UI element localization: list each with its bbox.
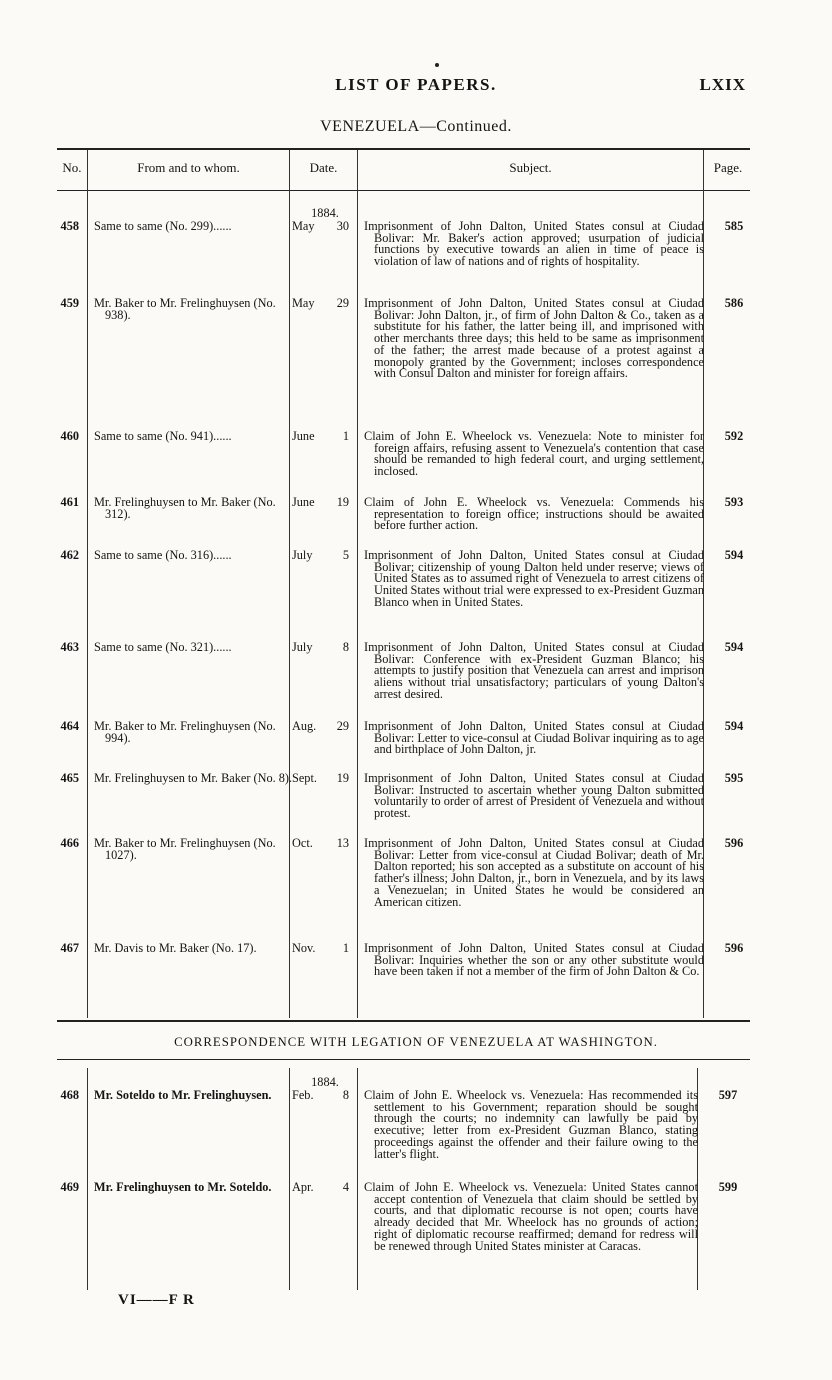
col-header-subject: Subject. [509,160,552,175]
row-no: 465 [60,771,79,785]
row-year: 1884. [311,206,339,220]
row-no: 469 [60,1180,79,1194]
row-day: 13 [336,836,349,850]
row-day: 29 [336,296,349,310]
row-day: 19 [336,771,349,785]
row-day: 5 [342,548,349,562]
row-from: Mr. Frelinghuysen to Mr. Baker (No. 312). [94,495,276,521]
row-month: Aug. [292,719,317,733]
correspondence-title: CORRESPONDENCE WITH LEGATION OF VENEZUELA AT WASHINGTON. [174,1035,658,1049]
row-day: 1 [342,941,349,955]
row-page: 599 [718,1180,738,1194]
row-from: Same to same (No. 316)...... [94,548,232,562]
row-month: July [292,640,313,654]
row-day: 29 [336,719,349,733]
col-divider [87,1068,88,1290]
row-no: 462 [60,548,79,562]
row-from: Same to same (No. 321)...... [94,640,232,654]
row-from: Mr. Soteldo to Mr. Frelinghuysen. [94,1088,272,1102]
row-no: 467 [60,941,79,955]
row-month: Oct. [292,836,313,850]
row-from: Mr. Baker to Mr. Frelinghuysen (No. 994). [94,719,276,745]
row-from: Mr. Baker to Mr. Frelinghuysen (No. 1027). [94,836,276,862]
row-subject: Imprisonment of John Dalton, United States consul at Ciudad Bolivar: Letter to vice-consul at Ciudad Bolivar inquiring as to age and birthplace of John Dalton, jr. [364,719,704,757]
row-no: 463 [60,640,79,654]
header-bottom-rule [57,190,750,191]
col-divider [357,1068,358,1290]
row-from: Mr. Davis to Mr. Baker (No. 17). [94,941,257,955]
row-subject: Claim of John E. Wheelock vs. Venezuela: Has recommended its settlement to his Government; reparation should be sought through the courts; no indemnity can lawfully be paid by executive; letter from ex-President Guzman Blanco, stating proceedings against the offender and their failure owing to the latter's flight. [364,1088,698,1161]
row-no: 458 [60,219,79,233]
row-month: Nov. [292,941,316,955]
printer-mark [435,63,439,67]
row-from: Mr. Frelinghuysen to Mr. Soteldo. [94,1180,272,1194]
row-month: Apr. [292,1180,314,1194]
col-divider [289,150,290,1018]
row-subject: Imprisonment of John Dalton, United States consul at Ciudad Bolivar: Letter from vice-consul at Ciudad Bolivar; death of Mr. Dalton reported; his son accepted as a substitute on account of his father's illness; John Dalton, jr., born in Venezuela, and by its laws a Venezuelan; in United States he would be considered an American citizen. [364,836,704,909]
row-subject: Claim of John E. Wheelock vs. Venezuela: Note to minister for foreign affairs, refusing assent to Venezuela's contention that case should be remanded to high federal court, and urging settlement, inclosed. [364,429,704,479]
row-day: 1 [342,429,349,443]
col-divider [357,150,358,1018]
row-subject: Imprisonment of John Dalton, United States consul at Ciudad Bolivar: Conference with ex-President Guzman Blanco; his attempts to justify position that Venezuela can arrest and imprison aliens without trial unsatisfactory; particulars of young Dalton's arrest desired. [364,640,704,701]
row-day: 19 [336,495,349,509]
row-subject: Claim of John E. Wheelock vs. Venezuela: Commends his representation to foreign office; instructions should be awaited before further action. [364,495,704,533]
col-header-from: From and to whom. [137,160,240,175]
row-month: June [292,429,315,443]
row-month: July [292,548,313,562]
row-month: May [292,219,315,233]
col-header-no: No. [62,160,82,175]
row-year: 1884. [311,1075,339,1089]
row-no: 460 [60,429,79,443]
row-subject: Imprisonment of John Dalton, United States consul at Ciudad Bolivar; citizenship of young Dalton held under reserve; views of United States as to assumed right of Venezuela to arrest citizens of United States without trial were expressed to ex-President Guzman Blanco when in United States. [364,548,704,609]
row-from: Same to same (No. 299)...... [94,219,232,233]
row-no: 466 [60,836,79,850]
row-no: 464 [60,719,79,733]
row-month: May [292,296,315,310]
row-from: Same to same (No. 941)...... [94,429,232,443]
row-day: 4 [342,1180,349,1194]
row-month: Feb. [292,1088,314,1102]
row-day: 8 [342,640,349,654]
row-page: 594 [724,640,744,654]
row-page: 596 [724,941,744,955]
row-month: Sept. [292,771,317,785]
table-top-rule [57,148,750,150]
row-no: 468 [60,1088,79,1102]
page-title: LIST OF PAPERS. [335,75,497,94]
row-day: 30 [336,219,349,233]
row-page: 596 [724,836,744,850]
row-page: 594 [724,548,744,562]
row-page: 597 [718,1088,738,1102]
correspondence-rule [57,1059,750,1060]
row-subject: Imprisonment of John Dalton, United States consul at Ciudad Bolivar: Mr. Baker's action approved; usurpation of judicial functions by executive towards an alien in time of peace is violation of law of nations and of rights of hospitality. [364,219,704,269]
row-subject: Imprisonment of John Dalton, United States consul at Ciudad Bolivar: Instructed to ascertain whether young Dalton submitted voluntarily to order of arrest of President of Venezuela and without protest. [364,771,704,821]
row-no: 459 [60,296,79,310]
page-number-roman: LXIX [699,75,746,94]
signature-mark: VI——F R [118,1292,195,1308]
row-subject: Imprisonment of John Dalton, United States consul at Ciudad Bolivar: John Dalton, jr., of firm of John Dalton & Co., taken as a substitute for his father, the latter being ill, and imprisoned with other merchants three days; this held to be same as imprisonment of the father; the arrest made because of a protest against a monopoly granted by the Government; incloses correspondence with Consul Dalton and minister for foreign affairs. [364,296,704,381]
row-page: 594 [724,719,744,733]
row-no: 461 [60,495,79,509]
section-title: VENEZUELA—Continued. [320,118,512,135]
row-from: Mr. Baker to Mr. Frelinghuysen (No. 938). [94,296,276,322]
row-page: 586 [724,296,744,310]
row-subject: Claim of John E. Wheelock vs. Venezuela: United States cannot accept contention of Venezuela that claim should be settled by courts, and that diplomatic recourse is not open; courts have already decided that Mr. Wheelock has no grounds of action; right of diplomatic recourse reaffirmed; demand for redress will be renewed through United States minister at Caracas. [364,1180,698,1253]
col-divider [87,150,88,1018]
row-page: 593 [724,495,744,509]
row-page: 585 [724,219,744,233]
col-header-page: Page. [713,160,743,175]
table-bottom-rule [57,1020,750,1022]
row-subject: Imprisonment of John Dalton, United States consul at Ciudad Bolivar: Inquiries whether the son or any other substitute would have been taken if not a member of the firm of John Dalton & Co. [364,941,704,979]
row-month: June [292,495,315,509]
row-page: 592 [724,429,744,443]
row-day: 8 [342,1088,349,1102]
row-page: 595 [724,771,744,785]
col-header-date: Date. [309,160,338,175]
row-from: Mr. Frelinghuysen to Mr. Baker (No. 8). [94,771,293,785]
